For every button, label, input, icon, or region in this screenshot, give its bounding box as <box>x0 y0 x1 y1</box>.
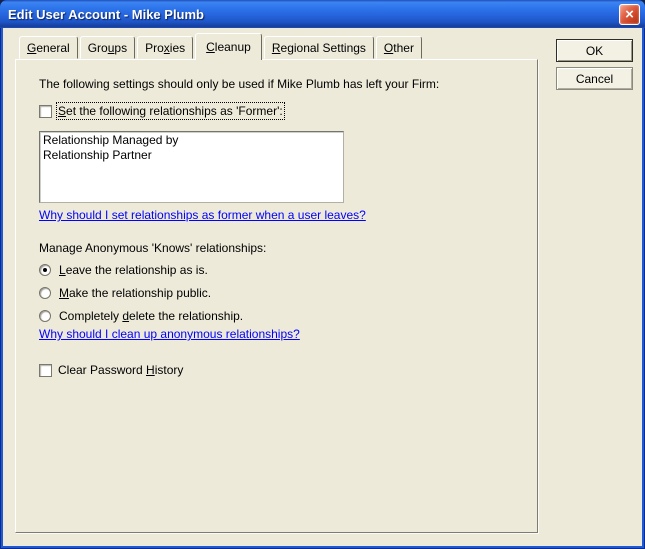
radio-row-leave-as-is <box>39 263 208 277</box>
radio-row-make-public <box>39 286 211 300</box>
radio-delete[interactable] <box>39 310 51 322</box>
former-relationships-row <box>39 104 283 118</box>
tab-strip <box>19 33 424 59</box>
tab-label: General <box>27 40 70 55</box>
close-button[interactable] <box>619 4 640 25</box>
radio-delete-label[interactable]: Completely delete the relationship. <box>59 309 244 323</box>
tab-cleanup[interactable] <box>195 33 262 60</box>
former-relationships-label[interactable]: Set the following relationships as 'Former': <box>58 104 283 118</box>
radio-dot-icon <box>43 268 47 272</box>
list-item[interactable]: Relationship Partner <box>43 148 152 162</box>
tab-label: Proxies <box>145 40 186 55</box>
tab-label: Groups <box>87 40 128 55</box>
tab-label: Regional Settings <box>271 40 366 55</box>
radio-leave-as-is-label[interactable]: Leave the relationship as is. <box>59 263 208 277</box>
former-help-link[interactable]: Why should I set relationships as former when a user leaves? <box>39 208 366 222</box>
window-title: Edit User Account - Mike Plumb <box>8 6 204 22</box>
close-icon: × <box>625 6 634 23</box>
tab-groups[interactable] <box>80 36 135 59</box>
former-relationships-checkbox[interactable] <box>39 105 52 118</box>
tab-regional-settings[interactable] <box>264 36 374 59</box>
anonymous-help-link[interactable]: Why should I clean up anonymous relationships? <box>39 327 300 341</box>
cancel-button[interactable]: Cancel <box>556 67 633 90</box>
tab-general[interactable] <box>19 36 78 59</box>
radio-row-delete <box>39 309 243 323</box>
radio-leave-as-is[interactable] <box>39 264 51 276</box>
ok-button[interactable]: OK <box>556 39 633 62</box>
titlebar[interactable] <box>0 0 645 28</box>
list-item[interactable]: Relationship Managed by <box>43 133 179 147</box>
tab-label: Cleanup <box>206 40 251 54</box>
clear-password-label[interactable]: Clear Password History <box>58 363 184 377</box>
tab-proxies[interactable] <box>137 36 193 59</box>
clear-password-checkbox[interactable] <box>39 364 52 377</box>
tab-other[interactable] <box>376 36 422 59</box>
manage-knows-label: Manage Anonymous 'Knows' relationships: <box>39 241 267 255</box>
radio-make-public[interactable] <box>39 287 51 299</box>
intro-text: The following settings should only be used if Mike Plumb has left your Firm: <box>39 77 440 91</box>
tab-label: Other <box>383 40 414 55</box>
relationships-listbox[interactable] <box>39 131 344 203</box>
clear-password-row <box>39 363 183 377</box>
dialog-body <box>3 28 642 546</box>
radio-make-public-label[interactable]: Make the relationship public. <box>59 286 212 300</box>
cleanup-tab-page <box>15 59 538 533</box>
